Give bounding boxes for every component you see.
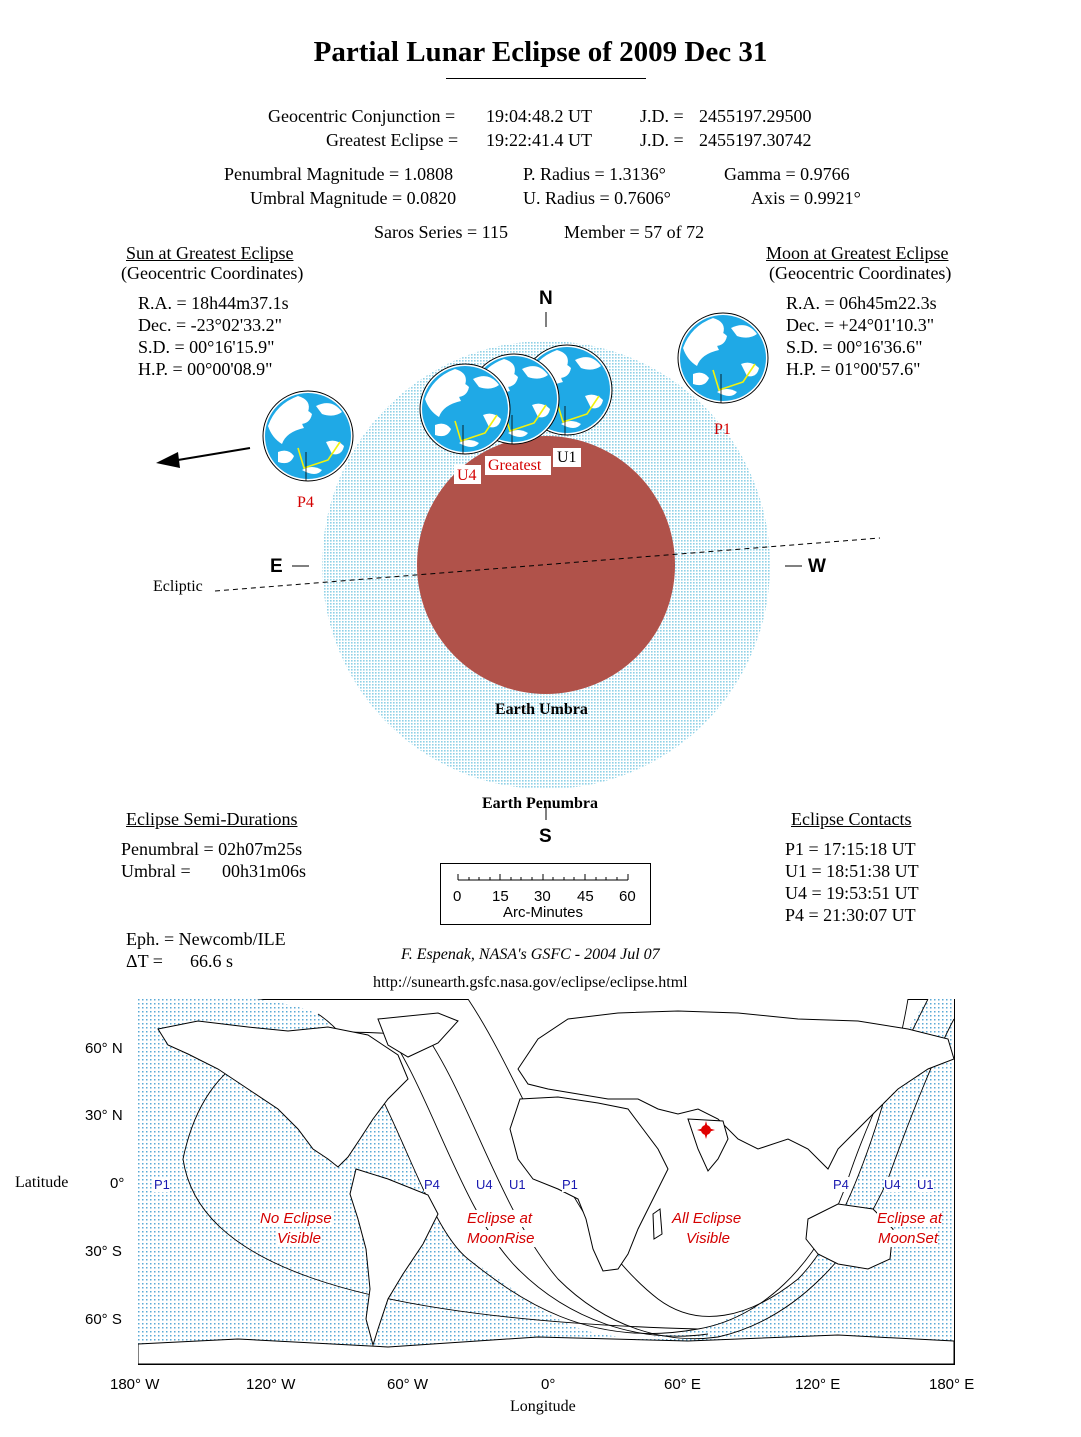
moon-heading: Moon at Greatest Eclipse <box>766 243 949 263</box>
lat-tick-30s: 30° S <box>85 1243 122 1260</box>
axis-value: Axis = 0.9921° <box>751 188 861 208</box>
greatest-jd-label: J.D. = <box>640 130 684 150</box>
lat-tick-60n: 60° N <box>85 1040 123 1057</box>
contacts-heading: Eclipse Contacts <box>791 809 912 829</box>
west-label: W <box>808 556 826 577</box>
south-label: S <box>539 826 552 847</box>
penumbra-label: Earth Penumbra <box>482 795 598 812</box>
map-label-u4-left: U4 <box>476 1177 493 1192</box>
sun-sd: S.D. = 00°16'15.9" <box>138 337 275 357</box>
conjunction-label: Geocentric Conjunction = <box>268 106 456 126</box>
east-label: E <box>270 556 283 577</box>
lon-tick-120w: 120° W <box>246 1376 296 1393</box>
greatest-jd: 2455197.30742 <box>699 130 812 150</box>
map-label-p4-left: P4 <box>424 1177 440 1192</box>
contact-label-p1: P1 <box>714 421 731 438</box>
region-no-eclipse-line2: Visible <box>277 1230 321 1247</box>
lat-tick-0: 0° <box>110 1175 125 1192</box>
eclipse-diagram <box>0 280 1081 860</box>
map-label-p1-left: P1 <box>154 1177 170 1192</box>
delta-t-label: ΔT = <box>126 951 163 971</box>
contact-u1: U1 = 18:51:38 UT <box>785 861 919 881</box>
ephemeris: Eph. = Newcomb/ILE <box>126 929 286 949</box>
latitude-axis-label: Latitude <box>15 1174 69 1191</box>
region-moonset-line2: MoonSet <box>878 1230 939 1247</box>
delta-t-value: 66.6 s <box>190 951 234 971</box>
contact-label-u4: U4 <box>457 467 477 484</box>
source-url[interactable]: http://sunearth.gsfc.nasa.gov/eclipse/eclipse.html <box>373 974 688 991</box>
lon-tick-60w: 60° W <box>387 1376 429 1393</box>
moon-u4 <box>420 364 510 454</box>
arrowhead-icon <box>156 452 180 468</box>
contact-u4: U4 = 19:53:51 UT <box>785 883 919 903</box>
scale-tick-60: 60 <box>619 888 636 905</box>
lat-tick-60s: 60° S <box>85 1311 122 1328</box>
region-no-eclipse-line1: No Eclipse <box>260 1210 332 1227</box>
map-label-u4-right: U4 <box>884 1177 901 1192</box>
umbral-duration-label: Umbral = <box>121 861 191 881</box>
scale-tick-15: 15 <box>492 888 509 905</box>
sun-hp: H.P. = 00°00'08.9" <box>138 359 273 379</box>
contact-label-p4: P4 <box>297 494 314 511</box>
moon-dec: Dec. = +24°01'10.3" <box>786 315 935 335</box>
region-all-line1: All Eclipse <box>672 1210 742 1227</box>
contact-p4: P4 = 21:30:07 UT <box>785 905 916 925</box>
sun-heading: Sun at Greatest Eclipse <box>126 243 294 263</box>
gamma-value: Gamma = 0.9766 <box>724 164 850 184</box>
region-moonset-line1: Eclipse at <box>877 1210 943 1227</box>
moon-sd: S.D. = 00°16'36.6" <box>786 337 923 357</box>
title-rule <box>446 78 646 79</box>
penumbral-magnitude: Penumbral Magnitude = 1.0808 <box>224 164 454 184</box>
penumbral-duration: Penumbral = 02h07m25s <box>121 839 303 859</box>
scale-label: Arc-Minutes <box>503 904 584 921</box>
moon-p1 <box>678 313 768 403</box>
umbra-label: Earth Umbra <box>495 701 588 718</box>
scale-tick-45: 45 <box>577 888 594 905</box>
north-label: N <box>539 288 553 309</box>
lon-tick-120e: 120° E <box>795 1376 841 1393</box>
moon-subheading: (Geocentric Coordinates) <box>769 263 952 283</box>
saros-series: Saros Series = 115 <box>374 222 508 242</box>
penumbra-radius: P. Radius = 1.3136° <box>523 164 666 184</box>
greatest-label-moon: Greatest <box>488 457 542 474</box>
credit-line: F. Espenak, NASA's GSFC - 2004 Jul 07 <box>401 946 660 963</box>
lon-tick-180e: 180° E <box>929 1376 975 1393</box>
umbra-radius: U. Radius = 0.7606° <box>523 188 671 208</box>
moon-ra: R.A. = 06h45m22.3s <box>786 293 937 313</box>
contact-p1: P1 = 17:15:18 UT <box>785 839 916 859</box>
sun-ra: R.A. = 18h44m37.1s <box>138 293 289 313</box>
moon-p4 <box>263 391 353 481</box>
conjunction-jd-label: J.D. = <box>640 106 684 126</box>
region-moonrise-line1: Eclipse at <box>467 1210 533 1227</box>
ecliptic-label: Ecliptic <box>153 578 203 595</box>
conjunction-time: 19:04:48.2 UT <box>486 106 592 126</box>
sun-dec: Dec. = -23°02'33.2" <box>138 315 282 335</box>
lat-tick-30n: 30° N <box>85 1107 123 1124</box>
lon-tick-0: 0° <box>541 1376 556 1393</box>
map-label-p4-right: P4 <box>833 1177 849 1192</box>
umbral-duration-value: 00h31m06s <box>222 861 307 881</box>
sun-subheading: (Geocentric Coordinates) <box>121 263 304 283</box>
saros-member: Member = 57 of 72 <box>564 222 705 242</box>
umbral-magnitude: Umbral Magnitude = 0.0820 <box>250 188 457 208</box>
map-label-p1-mid: P1 <box>562 1177 578 1192</box>
greatest-label: Greatest Eclipse = <box>326 130 459 150</box>
scale-tick-0: 0 <box>453 888 462 905</box>
page-title: Partial Lunar Eclipse of 2009 Dec 31 <box>313 36 768 68</box>
region-all-line2: Visible <box>686 1230 730 1247</box>
map-label-u1-right: U1 <box>917 1177 934 1192</box>
madagascar <box>653 1209 662 1239</box>
map-label-u1-left: U1 <box>509 1177 526 1192</box>
moon-hp: H.P. = 01°00'57.6" <box>786 359 921 379</box>
lon-tick-60e: 60° E <box>664 1376 701 1393</box>
semi-durations-heading: Eclipse Semi-Durations <box>126 809 298 829</box>
conjunction-jd: 2455197.29500 <box>699 106 812 126</box>
scale-tick-30: 30 <box>534 888 551 905</box>
lon-tick-180w: 180° W <box>110 1376 160 1393</box>
region-moonrise-line2: MoonRise <box>467 1230 535 1247</box>
motion-arrow <box>172 448 250 461</box>
greatest-time: 19:22:41.4 UT <box>486 130 592 150</box>
contact-label-u1: U1 <box>557 449 577 466</box>
longitude-axis-label: Longitude <box>510 1398 576 1415</box>
